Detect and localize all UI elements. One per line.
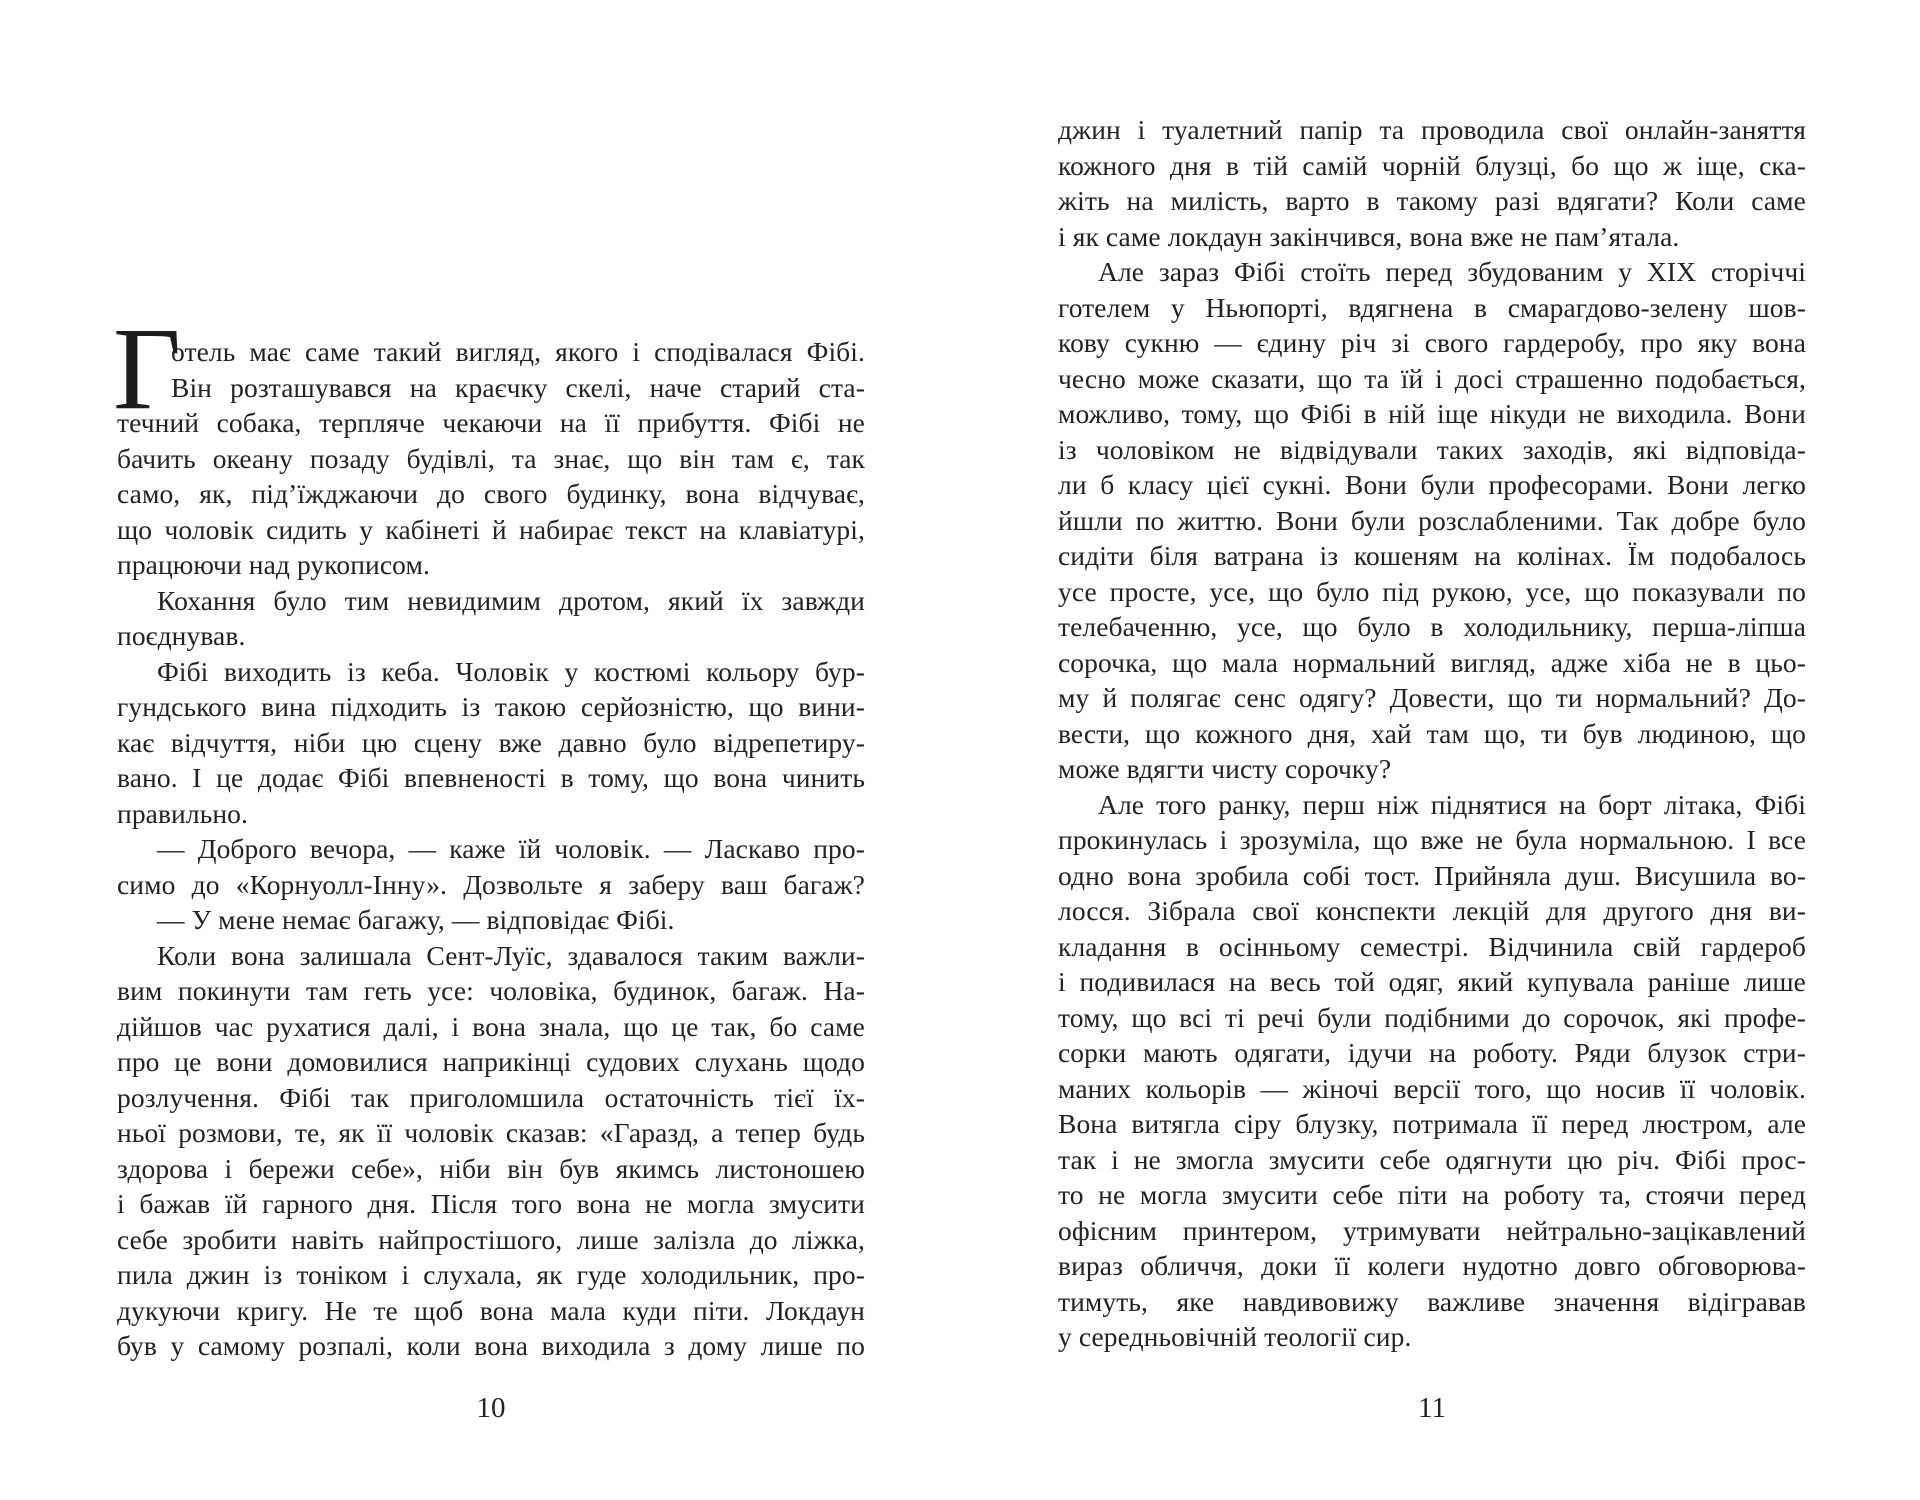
text-line: і як саме локдаун закінчився, вона вже не пам’ятала. xyxy=(1058,220,1680,252)
text-line: вираз обличчя, доки її колеги нудотно довго обговорюва- xyxy=(1058,1250,1806,1281)
text-line: можливо, тому, що Фібі в ній іще нікуди не виходила. Вони xyxy=(1058,398,1806,429)
text-line: себе зробити навіть найпростішого, лише залізла до ліжка, xyxy=(117,1223,865,1255)
text-line: то не могла змусити себе піти на роботу та, стоячи перед xyxy=(1058,1179,1806,1210)
text-line: Вона витягла сіру блузку, потримала її перед люстром, але xyxy=(1058,1108,1806,1139)
text-line: офісним принтером, утримувати нейтрально-зацікавлений xyxy=(1058,1214,1806,1246)
page-number-right: 11 xyxy=(1418,1392,1446,1424)
page-number-left: 10 xyxy=(476,1392,506,1424)
text-line: кладання в осінньому семестрі. Відчинила свій гардероб xyxy=(1058,930,1806,962)
text-line: розлучення. Фібі так приголомшила остаточність тієї їх- xyxy=(117,1081,865,1113)
text-line: тому, що всі ті речі були подібними до сорочок, які профе- xyxy=(1058,1001,1806,1033)
text-line: само, як, під’їжджаючи до свого будинку, вона відчуває, xyxy=(117,478,865,509)
text-line: кожного дня в тій самій чорній блузці, бо що ж іще, ска- xyxy=(1058,149,1806,181)
drop-cap-letter: Г xyxy=(113,303,182,434)
text-line: одно вона зробила собі тост. Прийняла душ. Висушила во- xyxy=(1058,859,1806,891)
text-line: кову сукню — єдину річ зі свого гардеробу, про яку вона xyxy=(1058,327,1806,358)
text-line: ньої розмови, те, як її чоловік сказав: «Гаразд, а тепер будь xyxy=(117,1117,865,1148)
text-line: працюючи над рукописом. xyxy=(117,549,430,580)
text-line: маних кольорів — жіночі версії того, що носив її чоловік. xyxy=(1058,1072,1806,1104)
text-line: готелем у Ньюпорті, вдягнена в смарагдово-зелену шов- xyxy=(1058,291,1806,323)
text-line: Він розташувався на краєчку скелі, наче старий ста- xyxy=(171,371,865,403)
text-line: дійшов час рухатися далі, і вона знала, що це так, бо саме xyxy=(117,1010,865,1042)
text-line: кає відчуття, ніби цю сцену вже давно було відрепетиру- xyxy=(117,726,865,758)
text-line: здорова і бережи себе», ніби він був якимсь листоношею xyxy=(117,1152,865,1184)
text-line: чесно може сказати, що та їй і досі страшенно подобається, xyxy=(1058,362,1806,394)
text-line: пила джин із тоніком і слухала, як гуде холодильник, про- xyxy=(117,1259,865,1290)
text-line: гундського вина підходить із такою серйозністю, що вини- xyxy=(117,691,865,722)
text-line: поєднував. xyxy=(117,620,246,651)
text-line: вести, що кожного дня, хай там що, ти був людиною, що xyxy=(1058,717,1806,749)
text-line: джин і туалетний папір та проводила свої онлайн-заняття xyxy=(1058,114,1806,145)
text-line: жіть на милість, варто в такому разі вдягати? Коли саме xyxy=(1058,185,1806,216)
text-line: тимуть, яке навдивовижу важливе значення відігравав xyxy=(1058,1285,1806,1317)
text-line: так і не змогла змусити себе одягнути цю річ. Фібі прос- xyxy=(1058,1143,1806,1175)
text-line: сидіти біля ватрана із кошеням на колінах. Їм подобалось xyxy=(1058,540,1806,571)
text-line: Кохання було тим невидимим дротом, який їх завжди xyxy=(157,584,865,616)
text-line: про це вони домовилися наприкінці судових слухань щодо xyxy=(117,1046,865,1077)
text-line: симо до «Корнуолл-Інну». Дозвольте я заберу ваш багаж? xyxy=(117,868,865,900)
page-right-text-block xyxy=(1058,112,1806,1355)
page-left-text-block xyxy=(113,303,865,1364)
text-line: Але зараз Фібі стоїть перед збудованим у XIX сторіччі xyxy=(1098,256,1806,287)
text-line: вано. І це додає Фібі впевненості в тому, що вона чинить xyxy=(117,762,865,793)
text-line: вим покинути там геть усе: чоловіка, будинок, багаж. На- xyxy=(117,975,865,1006)
text-line: ли б класу цієї сукні. Вони були професорами. Вони легко xyxy=(1058,469,1806,500)
text-line: течний собака, терпляче чекаючи на її прибуття. Фібі не xyxy=(117,407,865,438)
text-line: може вдягти чисту сорочку? xyxy=(1058,753,1392,784)
text-line: що чоловік сидить у кабінеті й набирає текст на клавіатурі, xyxy=(117,513,865,545)
text-line: у середньовічній теології сир. xyxy=(1058,1321,1412,1352)
text-line: Фібі виходить із кеба. Чоловік у костюмі кольору бур- xyxy=(157,655,865,687)
text-line: усе просте, усе, що було під рукою, усе, що показували по xyxy=(1058,575,1806,607)
text-line: прокинулась і зрозуміла, що вже не була нормальною. І все xyxy=(1058,824,1806,855)
text-line: — У мене немає багажу, — відповідає Фібі. xyxy=(157,904,675,935)
text-line: йшли по життю. Вони були розслабленими. Так добре було xyxy=(1058,504,1806,536)
text-line: і подивилася на весь той одяг, який купувала раніше лише xyxy=(1058,966,1806,997)
text-line: із чоловіком не відвідували таких заходів, які відповіда- xyxy=(1058,433,1806,465)
text-line: і бажав їй гарного дня. Після того вона не могла змусити xyxy=(117,1188,865,1219)
text-line: бачить океану позаду будівлі, та знає, що він там є, так xyxy=(117,442,865,474)
text-line: був у самому розпалі, коли вона виходила з дому лише по xyxy=(117,1330,865,1361)
text-line: сорочка, що мала нормальний вигляд, адже хіба не в цьо- xyxy=(1058,646,1806,678)
text-line: — Доброго вечора, — каже їй чоловік. — Ласкаво про- xyxy=(157,833,865,864)
text-line: Коли вона залишала Сент-Луїс, здавалося таким важли- xyxy=(157,939,865,971)
text-line: телебаченню, усе, що було в холодильнику, перша-ліпша xyxy=(1058,611,1806,642)
text-line: дукуючи кригу. Не те щоб вона мала куди піти. Локдаун xyxy=(117,1294,865,1326)
text-line: Але того ранку, перш ніж піднятися на борт літака, Фібі xyxy=(1098,788,1806,820)
text-line: правильно. xyxy=(117,797,248,829)
text-line: му й полягає сенс одягу? Довести, що ти нормальний? До- xyxy=(1058,682,1806,713)
text-line: сорки мають одягати, ідучи на роботу. Ряди блузок стри- xyxy=(1058,1037,1806,1068)
text-line: лосся. Зібрала свої конспекти лекцій для другого дня ви- xyxy=(1058,895,1806,926)
text-line: отель має саме такий вигляд, якого і сподівалася Фібі. xyxy=(171,336,865,367)
